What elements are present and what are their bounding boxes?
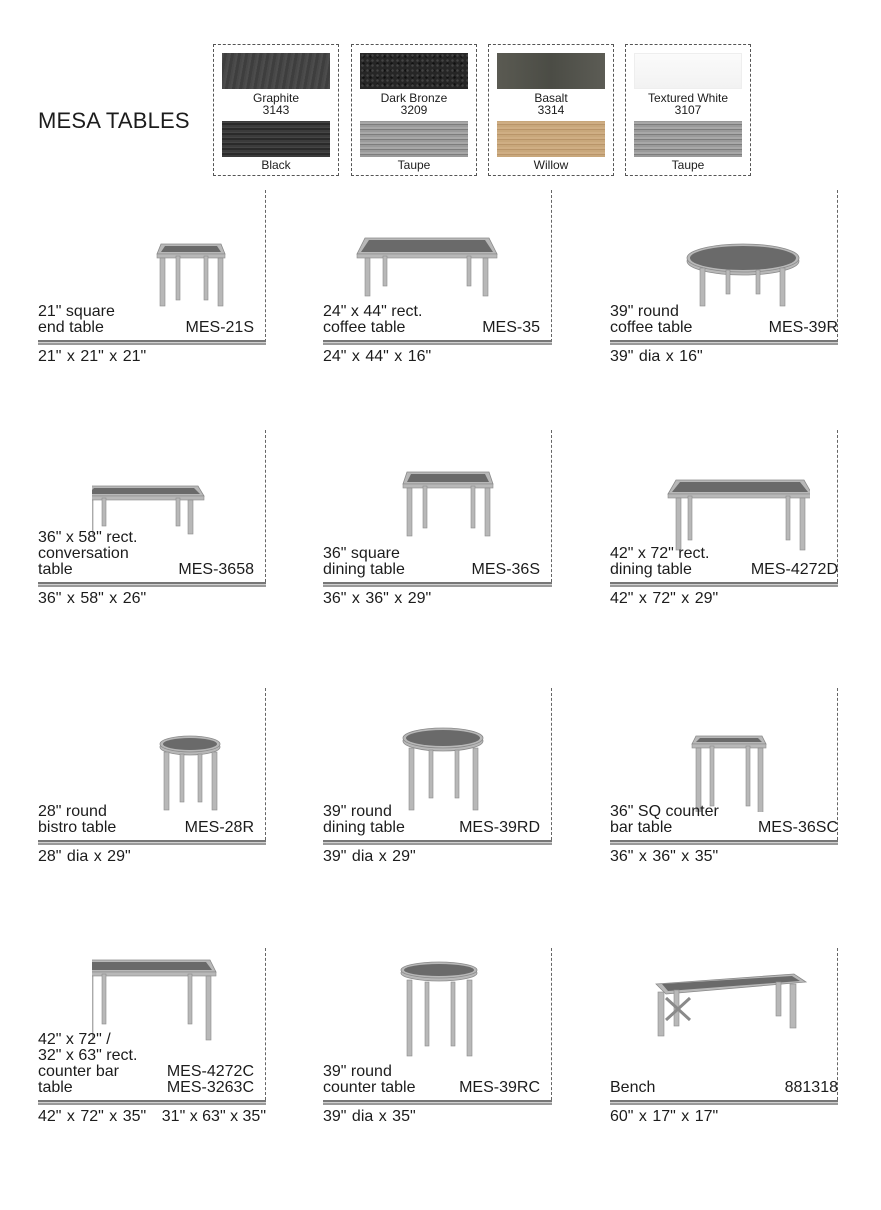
finish-sample-top [634,53,742,89]
product-card [610,950,838,1125]
product-code: MES-36S [471,561,540,578]
finish-name: Willow [533,158,569,172]
product-dimensions: 39" dia x 16" [610,348,703,365]
product-card [38,690,266,865]
product-code: MES-39RD [459,819,540,836]
separator-rule [38,1100,266,1105]
divider-line [551,430,552,582]
finish-code: 3107 [674,103,702,117]
product-name-line: end table [38,319,104,336]
finish-sample-top [360,53,468,89]
product-code: MES-39RC [459,1079,540,1096]
separator-rule [323,582,552,587]
product-dimensions: 24" x 44" x 16" [323,348,432,365]
product-name-line: 21" square [38,303,115,320]
separator-rule [38,340,266,345]
divider-line [551,190,552,342]
counter-bar-table-icon [630,702,810,812]
product-name-line: counter table [323,1079,416,1096]
product-dimensions-alt: 31" x 63" x 35" [161,1108,266,1125]
product-name-line: 36" SQ counter [610,803,719,820]
product-card [323,690,552,865]
separator-rule [38,840,266,845]
product-name-line: counter bar [38,1063,119,1080]
product-name-line: 39" round [610,303,679,320]
round-counter-table-icon [343,950,523,1060]
finish-sample-bottom [222,121,330,157]
separator-rule [610,840,838,845]
product-code: MES-3658 [178,561,254,578]
product-name-line: 36" square [323,545,400,562]
finish-name: Dark Bronze [380,91,448,105]
rect-dining-table-icon [630,444,810,554]
round-bistro-table-icon [92,702,272,812]
finish-swatch-graphite [213,44,339,176]
product-name-line: 39" round [323,1063,392,1080]
product-card [610,690,838,865]
product-card [38,432,266,607]
divider-line [837,688,838,840]
product-dimensions: 42" x 72" x 35" [38,1108,147,1125]
bench-icon [630,950,810,1060]
product-code: MES-4272C [166,1063,254,1080]
finish-swatch-basalt [488,44,614,176]
product-name-line: coffee table [610,319,693,336]
product-dimensions: 39" dia x 29" [323,848,416,865]
divider-line [837,430,838,582]
product-card [323,190,552,365]
finish-name: Taupe [671,158,705,172]
product-card [610,190,838,365]
finish-sample-bottom [634,121,742,157]
finish-swatch-dark-bronze [351,44,477,176]
finish-sample-bottom [497,121,605,157]
product-name-line: 36" x 58" rect. [38,529,138,546]
separator-rule [323,840,552,845]
separator-rule [38,582,266,587]
product-name-line: dining table [323,819,405,836]
product-name-line: conversation [38,545,129,562]
product-code: 881318 [784,1079,838,1096]
finish-code: 3209 [400,103,428,117]
product-code: MES-4272D [750,561,838,578]
product-name-line: dining table [323,561,405,578]
product-name-line: table [38,1079,73,1096]
product-name-line: 32" x 63" rect. [38,1047,138,1064]
separator-rule [610,582,838,587]
finish-sample-bottom [360,121,468,157]
rect-coffee-table-icon [343,202,523,312]
round-dining-table-icon [343,702,523,812]
product-dimensions: 39" dia x 35" [323,1108,416,1125]
product-dimensions: 36" x 58" x 26" [38,590,147,607]
finish-name: Taupe [397,158,431,172]
separator-rule [323,340,552,345]
square-end-table-icon [92,202,272,312]
divider-line [551,688,552,840]
finish-name: Textured White [647,91,729,105]
finish-sample-top [222,53,330,89]
separator-rule [323,1100,552,1105]
separator-rule [610,340,838,345]
square-dining-table-icon [343,444,523,554]
product-name-line: 24" x 44" rect. [323,303,423,320]
product-card [38,950,266,1125]
divider-line [837,948,838,1100]
product-dimensions: 60" x 17" x 17" [610,1108,719,1125]
finish-swatch-textured-white [625,44,751,176]
product-name-line: dining table [610,561,692,578]
finish-sample-top [497,53,605,89]
divider-line [551,948,552,1100]
product-code: MES-21S [185,319,254,336]
finish-name: Black [261,158,291,172]
product-code: MES-3263C [166,1079,254,1096]
product-dimensions: 36" x 36" x 35" [610,848,719,865]
product-card [610,432,838,607]
product-dimensions: 21" x 21" x 21" [38,348,147,365]
finish-name: Graphite [252,91,300,105]
product-code: MES-35 [482,319,540,336]
page-title: MESA TABLES [38,108,190,133]
product-name-line: bar table [610,819,673,836]
product-code: MES-28R [184,819,254,836]
product-dimensions: 36" x 36" x 29" [323,590,432,607]
product-card [323,950,552,1125]
separator-rule [610,1100,838,1105]
round-coffee-table-icon [630,202,810,312]
product-name-line: table [38,561,73,578]
product-card [323,432,552,607]
product-name-line: Bench [610,1079,656,1096]
rect-counter-bar-table-icon [92,950,272,1060]
product-name-line: 42" x 72" rect. [610,545,710,562]
finish-name: Basalt [534,91,568,105]
finish-code: 3314 [537,103,565,117]
product-dimensions: 28" dia x 29" [38,848,131,865]
product-name-line: bistro table [38,819,117,836]
product-name-line: 39" round [323,803,392,820]
product-name-line: 28" round [38,803,107,820]
finish-code: 3143 [262,103,290,117]
product-card [38,190,266,365]
product-code: MES-36SC [757,819,838,836]
product-name-line: 42" x 72" / [38,1031,111,1048]
product-name-line: coffee table [323,319,406,336]
product-code: MES-39R [768,319,838,336]
product-dimensions: 42" x 72" x 29" [610,590,719,607]
